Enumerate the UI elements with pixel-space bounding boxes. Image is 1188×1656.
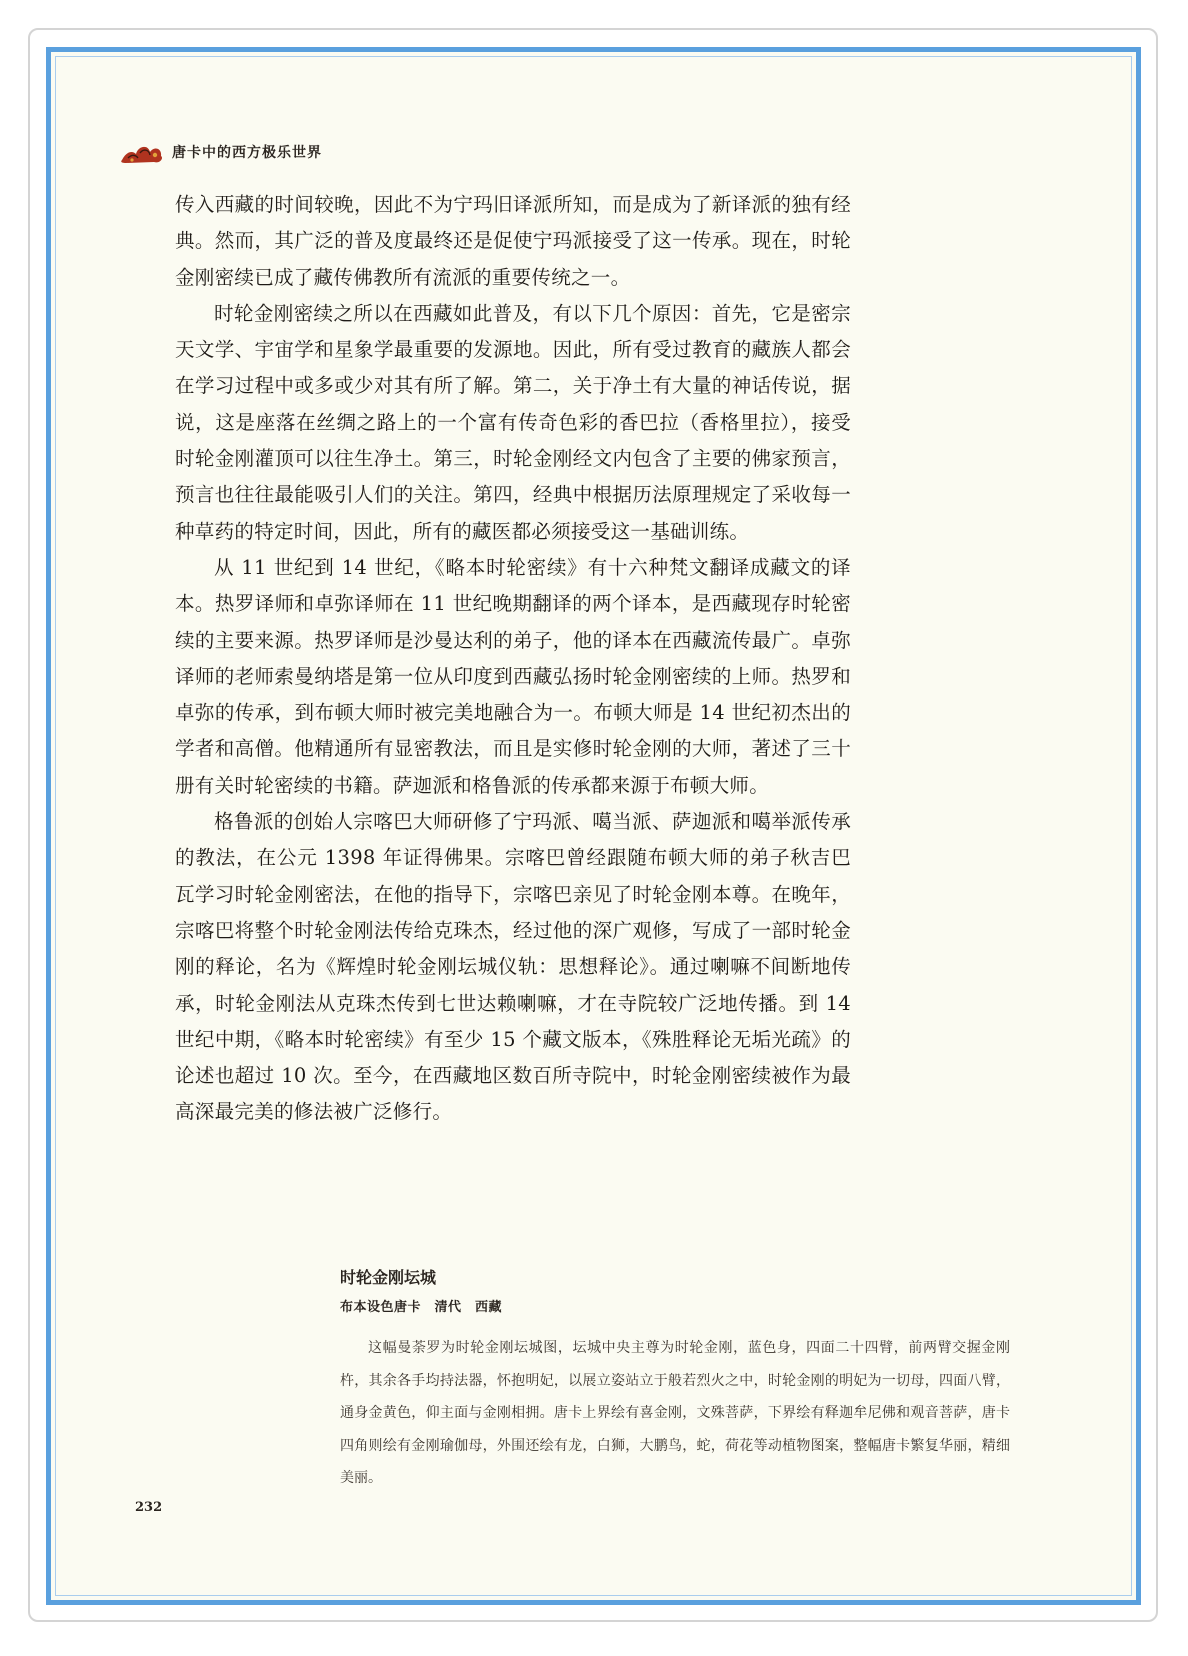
caption-description: 这幅曼荼罗为时轮金刚坛城图，坛城中央主尊为时轮金刚，蓝色身，四面二十四臂，前两臂交握金刚杵，其余各手均持法器，怀抱明妃，以展立姿站立于般若烈火之中，时轮金刚的明妃为一切母，四面八臂，通身金黄色，仰主面与金刚相拥。唐卡上界绘有喜金刚，文殊菩萨，下界绘有释迦牟尼佛和观音菩萨，唐卡四角则绘有金刚瑜伽母，外围还绘有龙，白狮，大鹏鸟，蛇，荷花等动植物图案，整幅唐卡繁复华丽，精细美丽。 bbox=[340, 1340, 1010, 1486]
paragraph-3: 从 11 世纪到 14 世纪，《略本时轮密续》有十六种梵文翻译成藏文的译本。热罗译师和卓弥译师在 11 世纪晚期翻译的两个译本，是西藏现存时轮密续的主要来源。热罗译师是沙曼达利的弟子，他的译本在西藏流传最广。卓弥译师的老师索曼纳塔是第一位从印度到西藏弘扬时轮金刚密续的上师。热罗和卓弥的传承，到布顿大师时被完美地融合为一。布顿大师是 14 世纪初杰出的学者和高僧。他精通所有显密教法，而且是实修时轮金刚的大师，著述了三十册有关时轮密续的书籍。萨迦派和格鲁派的传承都来源于布顿大师。 bbox=[175, 555, 851, 797]
paragraph-2: 时轮金刚密续之所以在西藏如此普及，有以下几个原因：首先，它是密宗天文学、宇宙学和星象学最重要的发源地。因此，所有受过教育的藏族人都会在学习过程中或多或少对其有所了解。第二，关于净土有大量的神话传说，据说，这是座落在丝绸之路上的一个富有传奇色彩的香巴拉（香格里拉），接受时轮金刚灌顶可以往生净土。第三，时轮金刚经文内包含了主要的佛家预言，预言也往往最能吸引人们的关注。第四，经典中根据历法原理规定了采收每一种草药的特定时间，因此，所有的藏医都必须接受这一基础训练。 bbox=[175, 301, 851, 543]
paragraph-4: 格鲁派的创始人宗喀巴大师研修了宁玛派、噶当派、萨迦派和噶举派传承的教法，在公元 1398 年证得佛果。宗喀巴曾经跟随布顿大师的弟子秋吉巴瓦学习时轮金刚密法，在他的指导下，宗喀巴亲见了时轮金刚本尊。在晚年，宗喀巴将整个时轮金刚法传给克珠杰，经过他的深广观修，写成了一部时轮金刚的释论，名为《辉煌时轮金刚坛城仪轨：思想释论》。通过喇嘛不间断地传承，时轮金刚法从克珠杰传到七世达赖喇嘛，才在寺院较广泛地传播。到 14 世纪中期，《略本时轮密续》有至少 15 个藏文版本，《殊胜释论无垢光疏》的论述也超过 10 次。至今，在西藏地区数百所寺院中，时轮金刚密续被作为最高深最完美的修法被广泛修行。 bbox=[175, 810, 851, 1124]
running-header-title: 唐卡中的西方极乐世界 bbox=[172, 145, 322, 161]
caption-title: 时轮金刚坛城 bbox=[340, 1268, 437, 1287]
paragraph-1: 传入西藏的时间较晚，因此不为宁玛旧译派所知，而是成为了新译派的独有经典。然而，其广泛的普及度最终还是促使宁玛派接受了这一传承。现在，时轮金刚密续已成了藏传佛教所有流派的重要传统之一。 bbox=[175, 193, 851, 289]
running-header bbox=[120, 137, 322, 167]
cloud-ornament-icon bbox=[120, 138, 164, 166]
body-text bbox=[175, 187, 851, 1131]
page-number: 232 bbox=[135, 1500, 163, 1515]
caption-subtitle: 布本设色唐卡 清代 西藏 bbox=[340, 1300, 503, 1315]
